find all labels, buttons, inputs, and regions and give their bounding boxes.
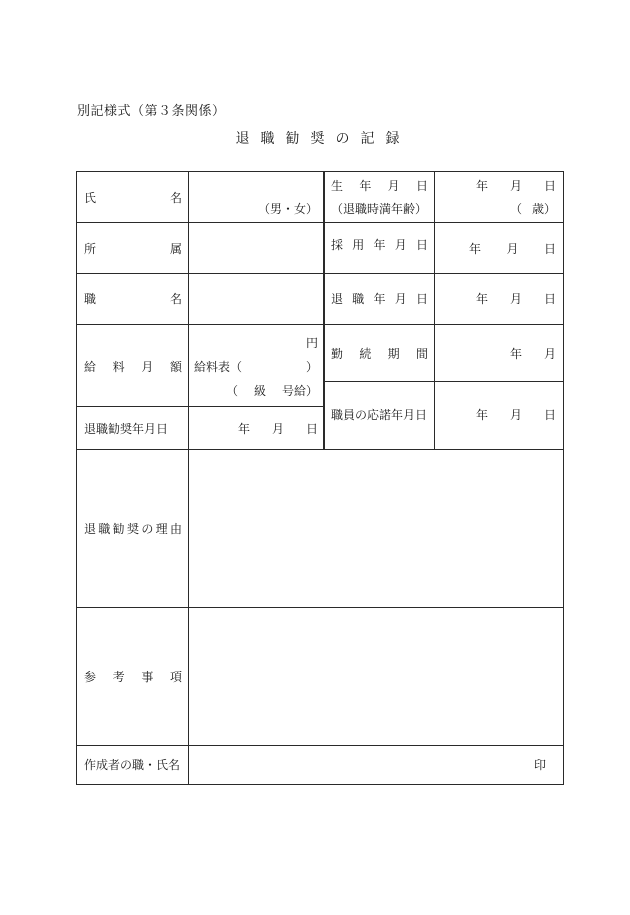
border-right [563, 171, 564, 785]
salary-table-field: 給料表（ ） [194, 360, 318, 374]
age-value: （ 歳） [510, 202, 556, 216]
salary-yen: 円 [305, 336, 318, 350]
border-top [76, 171, 564, 172]
recommendation-date-value: 年 月 日 [238, 422, 318, 436]
record-form [76, 171, 564, 785]
reason-label: 退 職 勧 奨 の 理 由 [84, 522, 182, 536]
monthly-salary-label: 給 料 月 額 [84, 360, 182, 374]
hire-date-label: 採 用 年 月 日 [331, 238, 428, 252]
seal-mark: 印 [534, 758, 547, 772]
retirement-date-label: 退 職 年 月 日 [331, 292, 428, 306]
row-divider [76, 406, 324, 407]
name-label: 氏 名 [84, 191, 182, 205]
recommendation-date-label: 退職勧奨年月日 [84, 422, 169, 436]
border-bottom [76, 784, 564, 785]
response-date-label: 職員の応諾年月日 [331, 408, 428, 422]
service-period-label: 勤 続 期 間 [331, 347, 428, 361]
birth-date-value: 年 月 日 [476, 179, 556, 193]
row-divider [76, 222, 564, 223]
row-divider [76, 745, 564, 746]
age-note: （退職時満年齢） [331, 202, 428, 216]
notes-label: 参 考 事 項 [84, 670, 182, 684]
row-divider [76, 607, 564, 608]
birth-date-label: 生 年 月 日 [331, 179, 428, 193]
retirement-date-value: 年 月 日 [476, 292, 556, 306]
response-date-value: 年 月 日 [476, 408, 556, 422]
column-divider [434, 171, 435, 449]
author-label: 作成者の職・氏名 [84, 758, 181, 772]
row-divider [76, 324, 564, 325]
salary-grade-field: （ 級 号給） [226, 384, 318, 398]
gender-field: （男・女） [257, 202, 318, 216]
row-divider [76, 449, 564, 450]
column-divider [188, 171, 189, 785]
row-divider [76, 273, 564, 274]
hire-date-value: 年 月 日 [469, 242, 556, 256]
page-title: 退職勧奨の記録 [235, 131, 411, 147]
row-divider [324, 381, 564, 382]
border-left [76, 171, 77, 785]
column-divider [323, 171, 325, 449]
affiliation-label: 所 属 [84, 242, 182, 256]
form-label: 別記様式（第３条関係） [77, 104, 226, 119]
service-period-value: 年 月 [510, 347, 556, 361]
position-label: 職 名 [84, 292, 182, 306]
